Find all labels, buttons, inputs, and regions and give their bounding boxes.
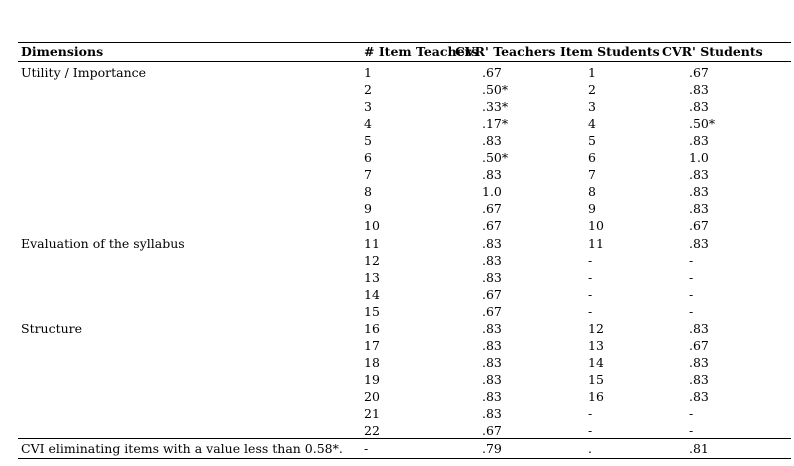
row-cvr-teachers: .83	[482, 236, 502, 251]
table-footer-row	[18, 440, 791, 457]
row-item-students: 11	[588, 236, 604, 251]
table-row	[18, 269, 791, 286]
row-item-students: 14	[588, 355, 604, 370]
table-row	[18, 252, 791, 269]
row-item-students: 9	[588, 201, 596, 216]
row-item-teachers: 9	[364, 201, 372, 216]
row-cvr-teachers: .33*	[482, 99, 509, 114]
table-header-row	[18, 43, 791, 60]
row-item-teachers: 6	[364, 150, 372, 165]
row-cvr-students: .83	[689, 82, 709, 97]
row-cvr-students: -	[689, 304, 694, 319]
header-cvr-students: CVR' Students	[662, 44, 763, 59]
row-item-students: -	[588, 287, 593, 302]
row-item-students: 10	[588, 218, 604, 233]
header-cvr-teachers: CVR' Teachers	[455, 44, 556, 59]
footer-cvr-students: .81	[689, 441, 709, 456]
footer-cvr-teachers: .79	[482, 441, 502, 456]
table-row	[18, 183, 791, 200]
row-item-students: 2	[588, 82, 596, 97]
row-cvr-teachers: .67	[482, 218, 502, 233]
row-item-students: 5	[588, 133, 596, 148]
row-dimension: Utility / Importance	[21, 65, 147, 80]
header-item-students: Item Students	[560, 44, 660, 59]
row-cvr-students: .83	[689, 389, 709, 404]
row-item-teachers: 20	[364, 389, 380, 404]
row-cvr-teachers: .67	[482, 65, 502, 80]
row-cvr-students: -	[689, 406, 694, 421]
row-cvr-students: -	[689, 423, 694, 438]
row-cvr-students: .50*	[689, 116, 716, 131]
row-cvr-students: .83	[689, 321, 709, 336]
row-cvr-students: .83	[689, 201, 709, 216]
row-cvr-teachers: .83	[482, 389, 502, 404]
row-item-students: 12	[588, 321, 604, 336]
table-row	[18, 371, 791, 388]
row-item-teachers: 4	[364, 116, 372, 131]
row-cvr-teachers: .83	[482, 372, 502, 387]
table-row	[18, 200, 791, 217]
row-item-students: -	[588, 253, 593, 268]
row-item-teachers: 13	[364, 270, 380, 285]
row-item-students: 8	[588, 184, 596, 199]
table-row	[18, 149, 791, 166]
row-cvr-teachers: .83	[482, 133, 502, 148]
row-item-students: 6	[588, 150, 596, 165]
row-cvr-teachers: 1.0	[482, 184, 502, 199]
row-item-students: 16	[588, 389, 604, 404]
row-item-teachers: 7	[364, 167, 372, 182]
row-cvr-students: .83	[689, 372, 709, 387]
row-cvr-students: -	[689, 253, 694, 268]
row-cvr-students: .83	[689, 184, 709, 199]
table-row	[18, 81, 791, 98]
row-cvr-students: .83	[689, 133, 709, 148]
table-row	[18, 132, 791, 149]
row-cvr-teachers: .83	[482, 167, 502, 182]
row-cvr-students: .67	[689, 338, 709, 353]
row-item-teachers: 11	[364, 236, 380, 251]
table-row	[18, 98, 791, 115]
row-item-teachers: 8	[364, 184, 372, 199]
row-item-teachers: 15	[364, 304, 380, 319]
row-item-students: 1	[588, 65, 596, 80]
row-item-teachers: 3	[364, 99, 372, 114]
row-cvr-students: .83	[689, 355, 709, 370]
header-bottom-rule	[18, 61, 791, 62]
row-item-students: 3	[588, 99, 596, 114]
header-item-teachers: # Item Teachers	[364, 44, 479, 59]
row-cvr-teachers: .67	[482, 304, 502, 319]
table-row	[18, 286, 791, 303]
row-item-teachers: 19	[364, 372, 380, 387]
row-item-students: 13	[588, 338, 604, 353]
row-item-teachers: 17	[364, 338, 380, 353]
row-item-teachers: 2	[364, 82, 372, 97]
table-row	[18, 64, 791, 81]
row-cvr-teachers: .83	[482, 321, 502, 336]
table-row	[18, 388, 791, 405]
row-item-students: -	[588, 270, 593, 285]
table-row	[18, 303, 791, 320]
row-item-students: -	[588, 423, 593, 438]
table-row	[18, 354, 791, 371]
row-item-students: -	[588, 406, 593, 421]
row-item-teachers: 18	[364, 355, 380, 370]
row-cvr-students: .67	[689, 65, 709, 80]
row-cvr-teachers: .83	[482, 355, 502, 370]
row-cvr-teachers: .83	[482, 270, 502, 285]
table-row	[18, 115, 791, 132]
row-item-students: -	[588, 304, 593, 319]
footer-item-teachers: -	[364, 441, 369, 456]
row-cvr-teachers: .83	[482, 406, 502, 421]
table-row	[18, 422, 791, 439]
row-cvr-students: -	[689, 270, 694, 285]
row-cvr-teachers: .50*	[482, 82, 509, 97]
row-cvr-students: 1.0	[689, 150, 709, 165]
row-cvr-students: .83	[689, 167, 709, 182]
footer-top-rule	[18, 438, 791, 439]
row-cvr-students: .67	[689, 218, 709, 233]
table-row	[18, 405, 791, 422]
footer-dimension: CVI eliminating items with a value less than 0.58*.	[21, 441, 343, 456]
row-cvr-teachers: .67	[482, 287, 502, 302]
row-item-students: 15	[588, 372, 604, 387]
row-cvr-students: -	[689, 287, 694, 302]
row-cvr-teachers: .17*	[482, 116, 509, 131]
table-row	[18, 217, 791, 234]
row-item-students: 4	[588, 116, 596, 131]
row-cvr-students: .83	[689, 236, 709, 251]
row-cvr-teachers: .50*	[482, 150, 509, 165]
row-dimension: Evaluation of the syllabus	[21, 236, 185, 251]
footer-item-students: .	[588, 441, 592, 456]
row-item-teachers: 1	[364, 65, 372, 80]
row-item-students: 7	[588, 167, 596, 182]
table-row	[18, 320, 791, 337]
table-row	[18, 235, 791, 252]
table-row	[18, 337, 791, 354]
row-item-teachers: 21	[364, 406, 380, 421]
row-item-teachers: 22	[364, 423, 380, 438]
row-cvr-teachers: .67	[482, 201, 502, 216]
row-item-teachers: 5	[364, 133, 372, 148]
row-cvr-teachers: .83	[482, 338, 502, 353]
row-item-teachers: 12	[364, 253, 380, 268]
row-item-teachers: 16	[364, 321, 380, 336]
row-item-teachers: 10	[364, 218, 380, 233]
row-item-teachers: 14	[364, 287, 380, 302]
header-dimensions: Dimensions	[21, 44, 104, 59]
table-row	[18, 166, 791, 183]
row-dimension: Structure	[21, 321, 83, 336]
row-cvr-students: .83	[689, 99, 709, 114]
row-cvr-teachers: .83	[482, 253, 502, 268]
table-bottom-rule	[18, 458, 791, 459]
row-cvr-teachers: .67	[482, 423, 502, 438]
